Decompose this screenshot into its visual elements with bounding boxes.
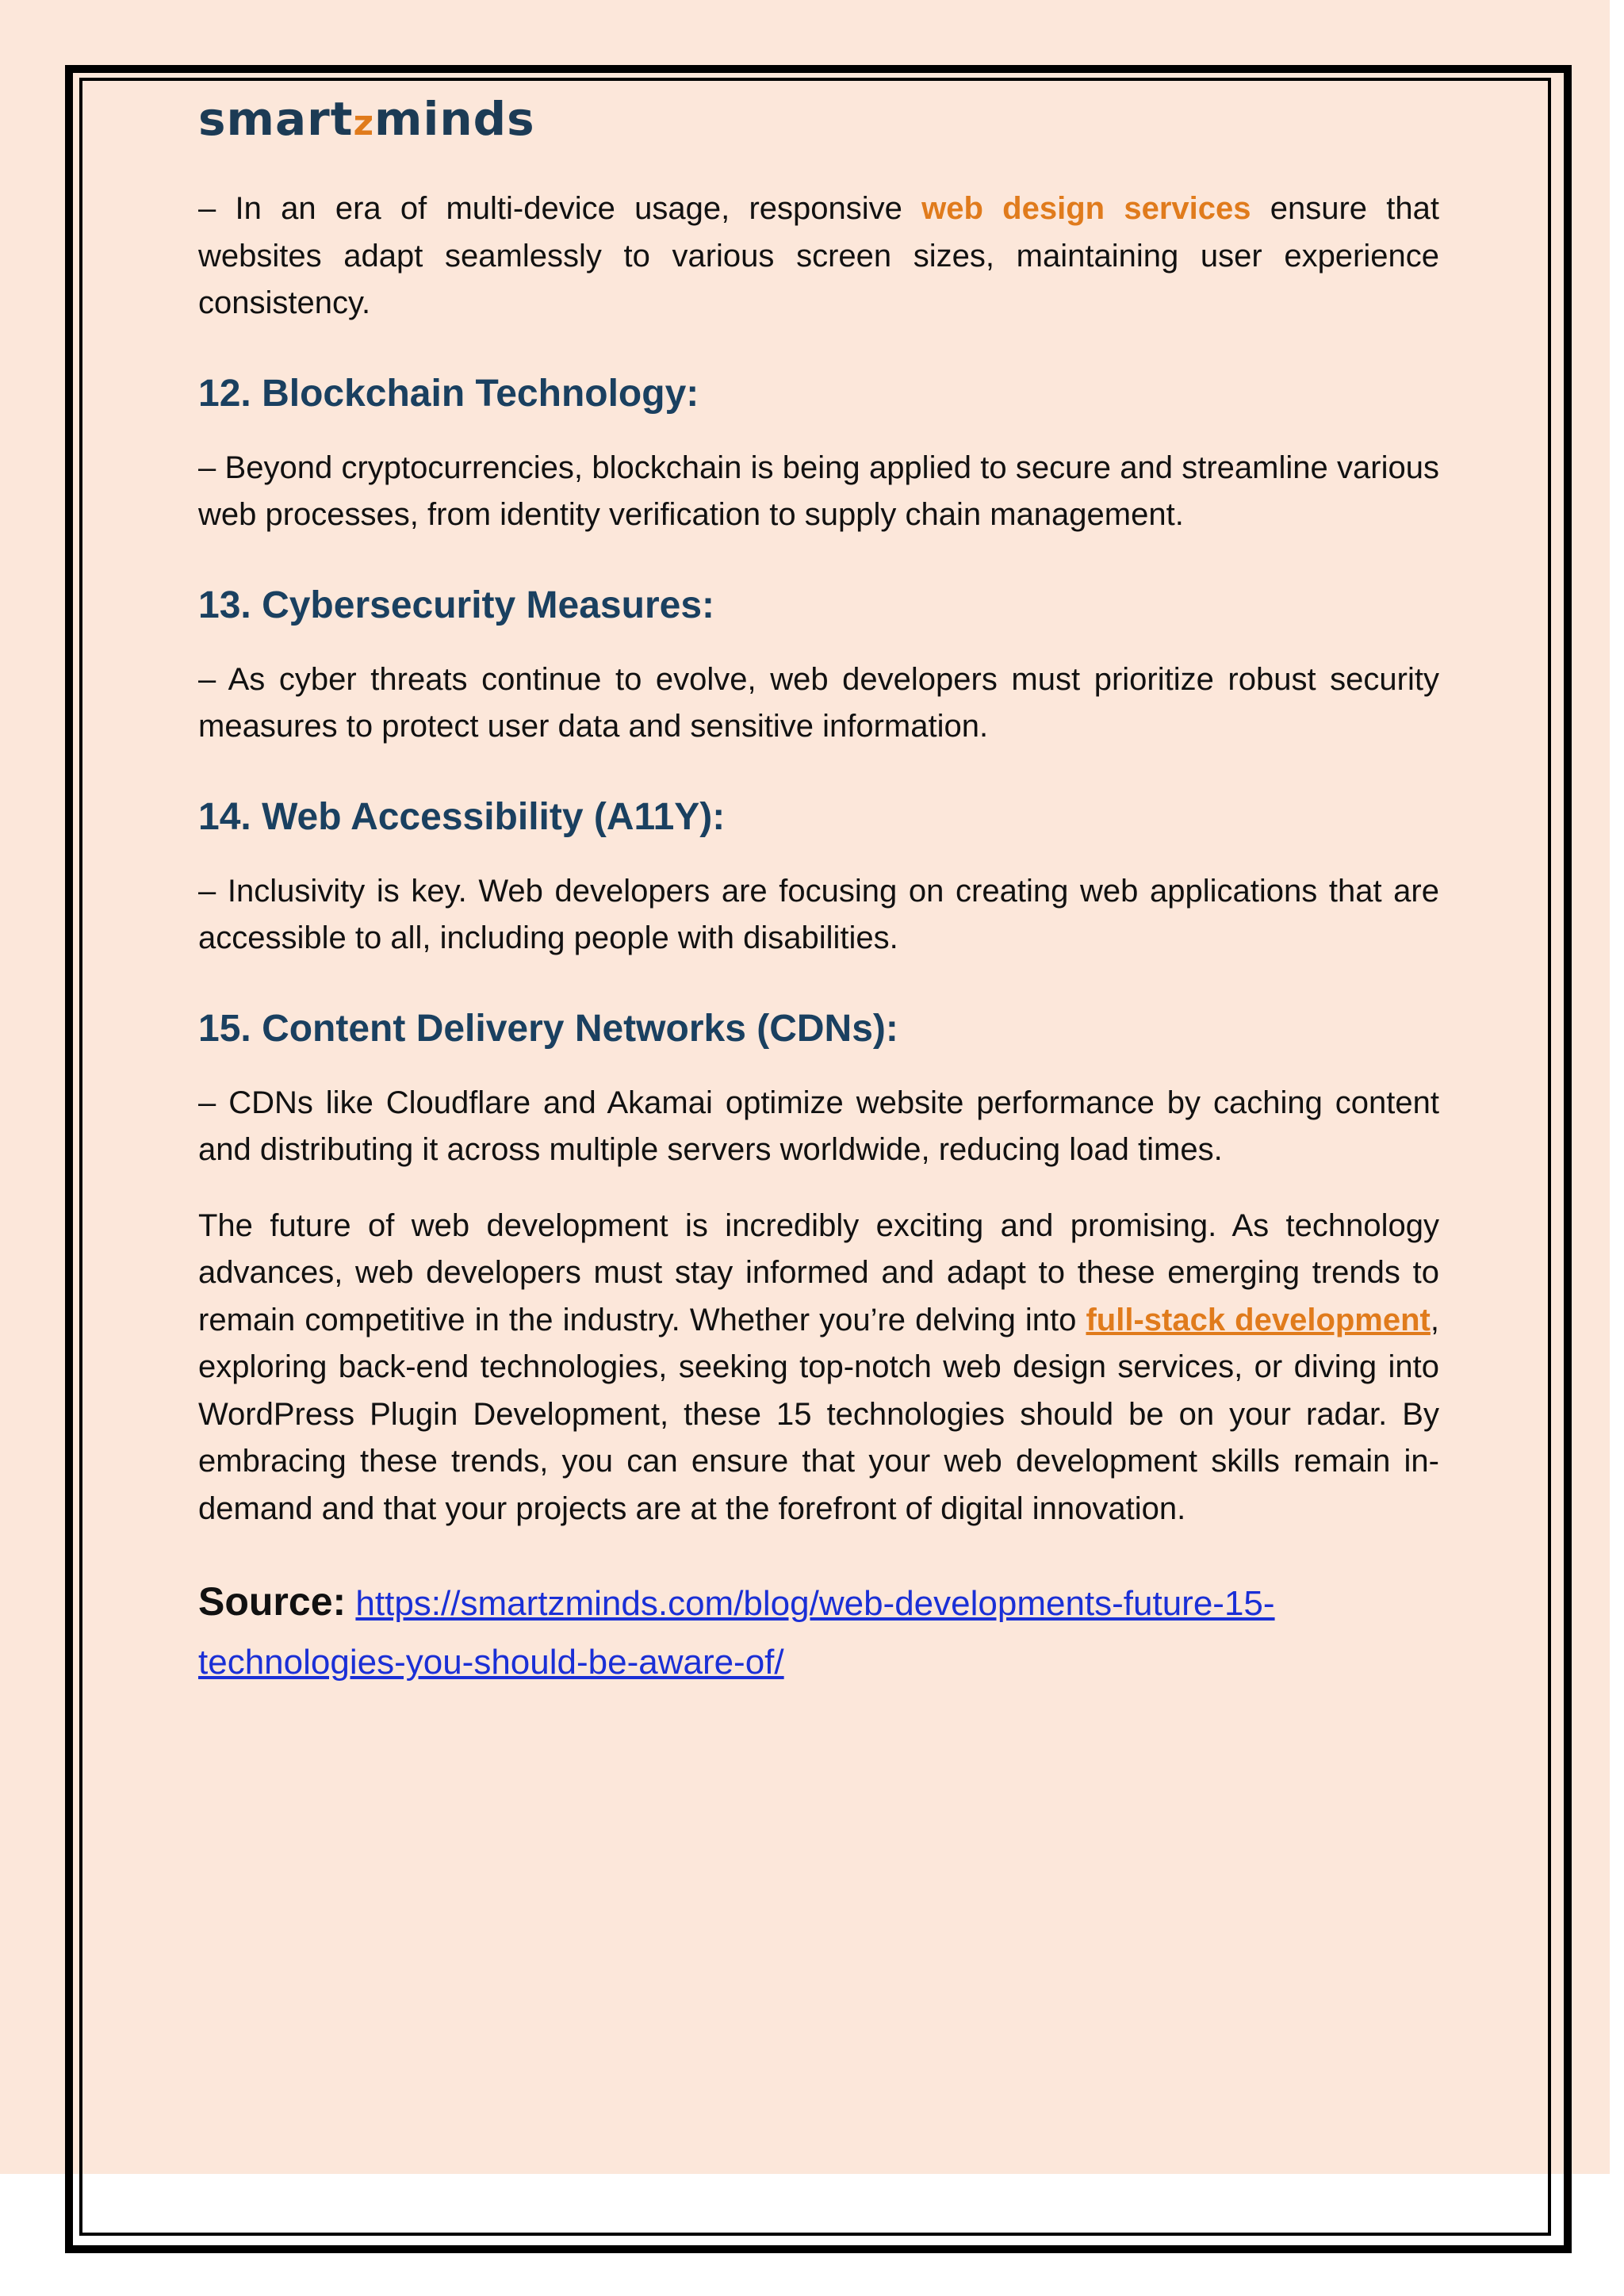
paragraph-14-accessibility: – Inclusivity is key. Web developers are focusing on creating web applications that are accessible to all, including people with disabilities.: [198, 873, 1439, 955]
conclusion-text-after: , exploring back-end technologies, seeking top-notch web design services, or diving into WordPress Plugin Development, these 15 technologies should be on your radar. By embracing these trends, you can ensure that your web development skills remain in-demand and that your projects are at the forefront of digital innovation.: [198, 1302, 1439, 1526]
paragraph-12-blockchain: – Beyond cryptocurrencies, blockchain is being applied to secure and streamline various web processes, from identity verification to supply chain management.: [198, 450, 1439, 532]
conclusion-text-before: The future of web development is incredibly exciting and promising. As technology advances, web developers must stay informed and adapt to these emerging trends to remain competitive in the industry. Whether you’re delving into: [198, 1207, 1439, 1337]
logo-z-mark: z: [353, 103, 375, 144]
source-citation: [198, 1572, 1439, 1692]
intro-text-before: – In an era of multi-device usage, responsive: [198, 191, 922, 226]
source-url-line-2[interactable]: technologies-you-should-be-aware-of/: [198, 1643, 784, 1682]
conclusion-paragraph: [198, 1203, 1439, 1533]
logo-text-minds: minds: [374, 92, 535, 146]
intro-text-after: ensure that websites adapt seamlessly to various screen sizes, maintaining user experience consistency.: [198, 191, 1439, 320]
source-label: Source:: [198, 1579, 347, 1624]
source-url-line-1[interactable]: https://smartzminds.com/blog/web-developments-future-15-: [355, 1584, 1275, 1623]
full-stack-development-link[interactable]: full-stack development: [1086, 1302, 1431, 1337]
document-content: [198, 87, 1439, 1692]
source-url-link[interactable]: [198, 1584, 1275, 1682]
web-design-services-highlight: web design services: [921, 191, 1251, 226]
heading-15-cdns: 15. Content Delivery Networks (CDNs):: [198, 1007, 898, 1050]
paragraph-15-cdns: – CDNs like Cloudflare and Akamai optimize website performance by caching content and distributing it across multiple servers worldwide, reducing load times.: [198, 1085, 1439, 1167]
logo-text-smart: smart: [198, 92, 354, 146]
heading-14-accessibility: 14. Web Accessibility (A11Y):: [198, 795, 726, 838]
heading-12-blockchain: 12. Blockchain Technology:: [198, 372, 699, 415]
brand-logo: [198, 87, 1439, 151]
heading-13-cybersecurity: 13. Cybersecurity Measures:: [198, 584, 714, 626]
intro-paragraph: [198, 186, 1439, 327]
paragraph-13-cybersecurity: – As cyber threats continue to evolve, web developers must prioritize robust security measures to protect user data and sensitive information.: [198, 661, 1439, 744]
